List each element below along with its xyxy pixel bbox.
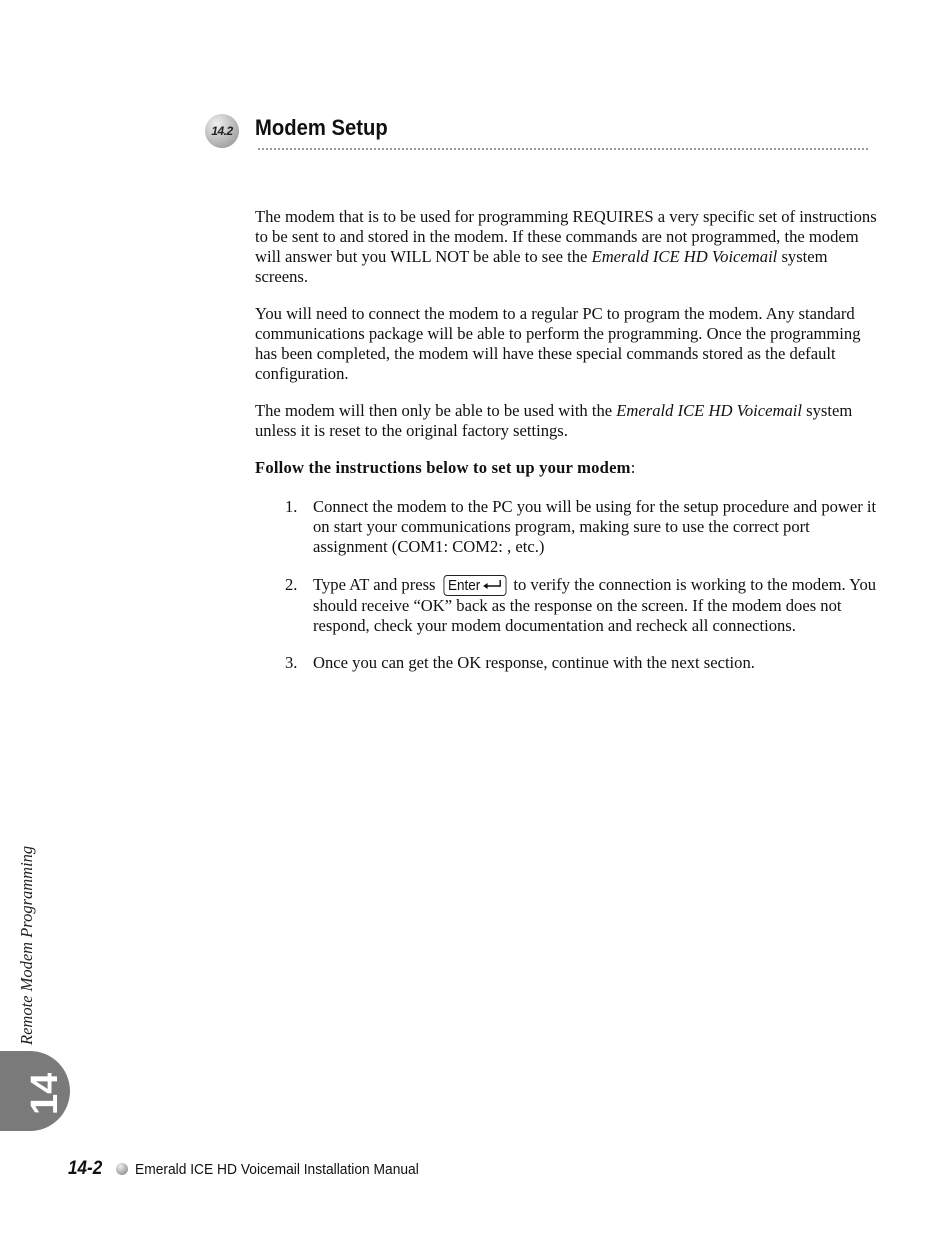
paragraph-2: You will need to connect the modem to a regular PC to program the modem. Any standard communications package will be able to perform the programming. Once the programming has been completed, the modem will have these special commands stored as the default configuration. bbox=[255, 304, 861, 383]
title-divider bbox=[258, 148, 868, 150]
manual-title: Emerald ICE HD Voicemail Installation Manual bbox=[135, 1160, 419, 1178]
page-number: 14-2 bbox=[68, 1158, 103, 1179]
list-item: 2. Type AT and press Enter to verify the connection is working to the modem. You should receive “OK” back as the response on the screen. If the modem does not respond, check your modem documentation and recheck all connections. bbox=[285, 575, 877, 635]
page-footer bbox=[68, 1158, 444, 1180]
product-name: Emerald ICE HD Voicemail bbox=[591, 247, 778, 266]
setup-steps-list bbox=[255, 497, 877, 673]
list-item: 3. Once you can get the OK response, continue with the next section. bbox=[285, 653, 755, 672]
chapter-side-label: Remote Modem Programming bbox=[17, 845, 36, 1045]
chapter-tab bbox=[0, 1051, 70, 1131]
section-number: 14.2 bbox=[211, 124, 233, 138]
product-name: Emerald ICE HD Voicemail bbox=[616, 401, 803, 420]
paragraph-3: The modem will then only be able to be used with the Emerald ICE HD Voicemail system unless it is reset to the original factory settings. bbox=[255, 401, 853, 440]
section-title: Modem Setup bbox=[255, 115, 388, 140]
instruction-heading: Follow the instructions below to set up your modem: bbox=[255, 458, 636, 477]
return-arrow-icon bbox=[482, 579, 502, 591]
section-number-badge bbox=[205, 114, 239, 148]
body-text bbox=[255, 207, 877, 691]
paragraph-1: The modem that is to be used for programming REQUIRES a very specific set of instructions to be sent to and stored in the modem. If these commands are not programmed, the modem will answer but you WILL NOT be able to see the Emerald ICE HD Voicemail system screens. bbox=[255, 207, 877, 286]
bullet-icon bbox=[116, 1163, 128, 1175]
list-item: 1. Connect the modem to the PC you will be using for the setup procedure and power it on start your communications program, making sure to use the correct port assignment (COM1: COM2: , etc.) bbox=[285, 497, 877, 556]
chapter-number: 14 bbox=[24, 1072, 66, 1115]
enter-key: Enter bbox=[443, 575, 506, 596]
